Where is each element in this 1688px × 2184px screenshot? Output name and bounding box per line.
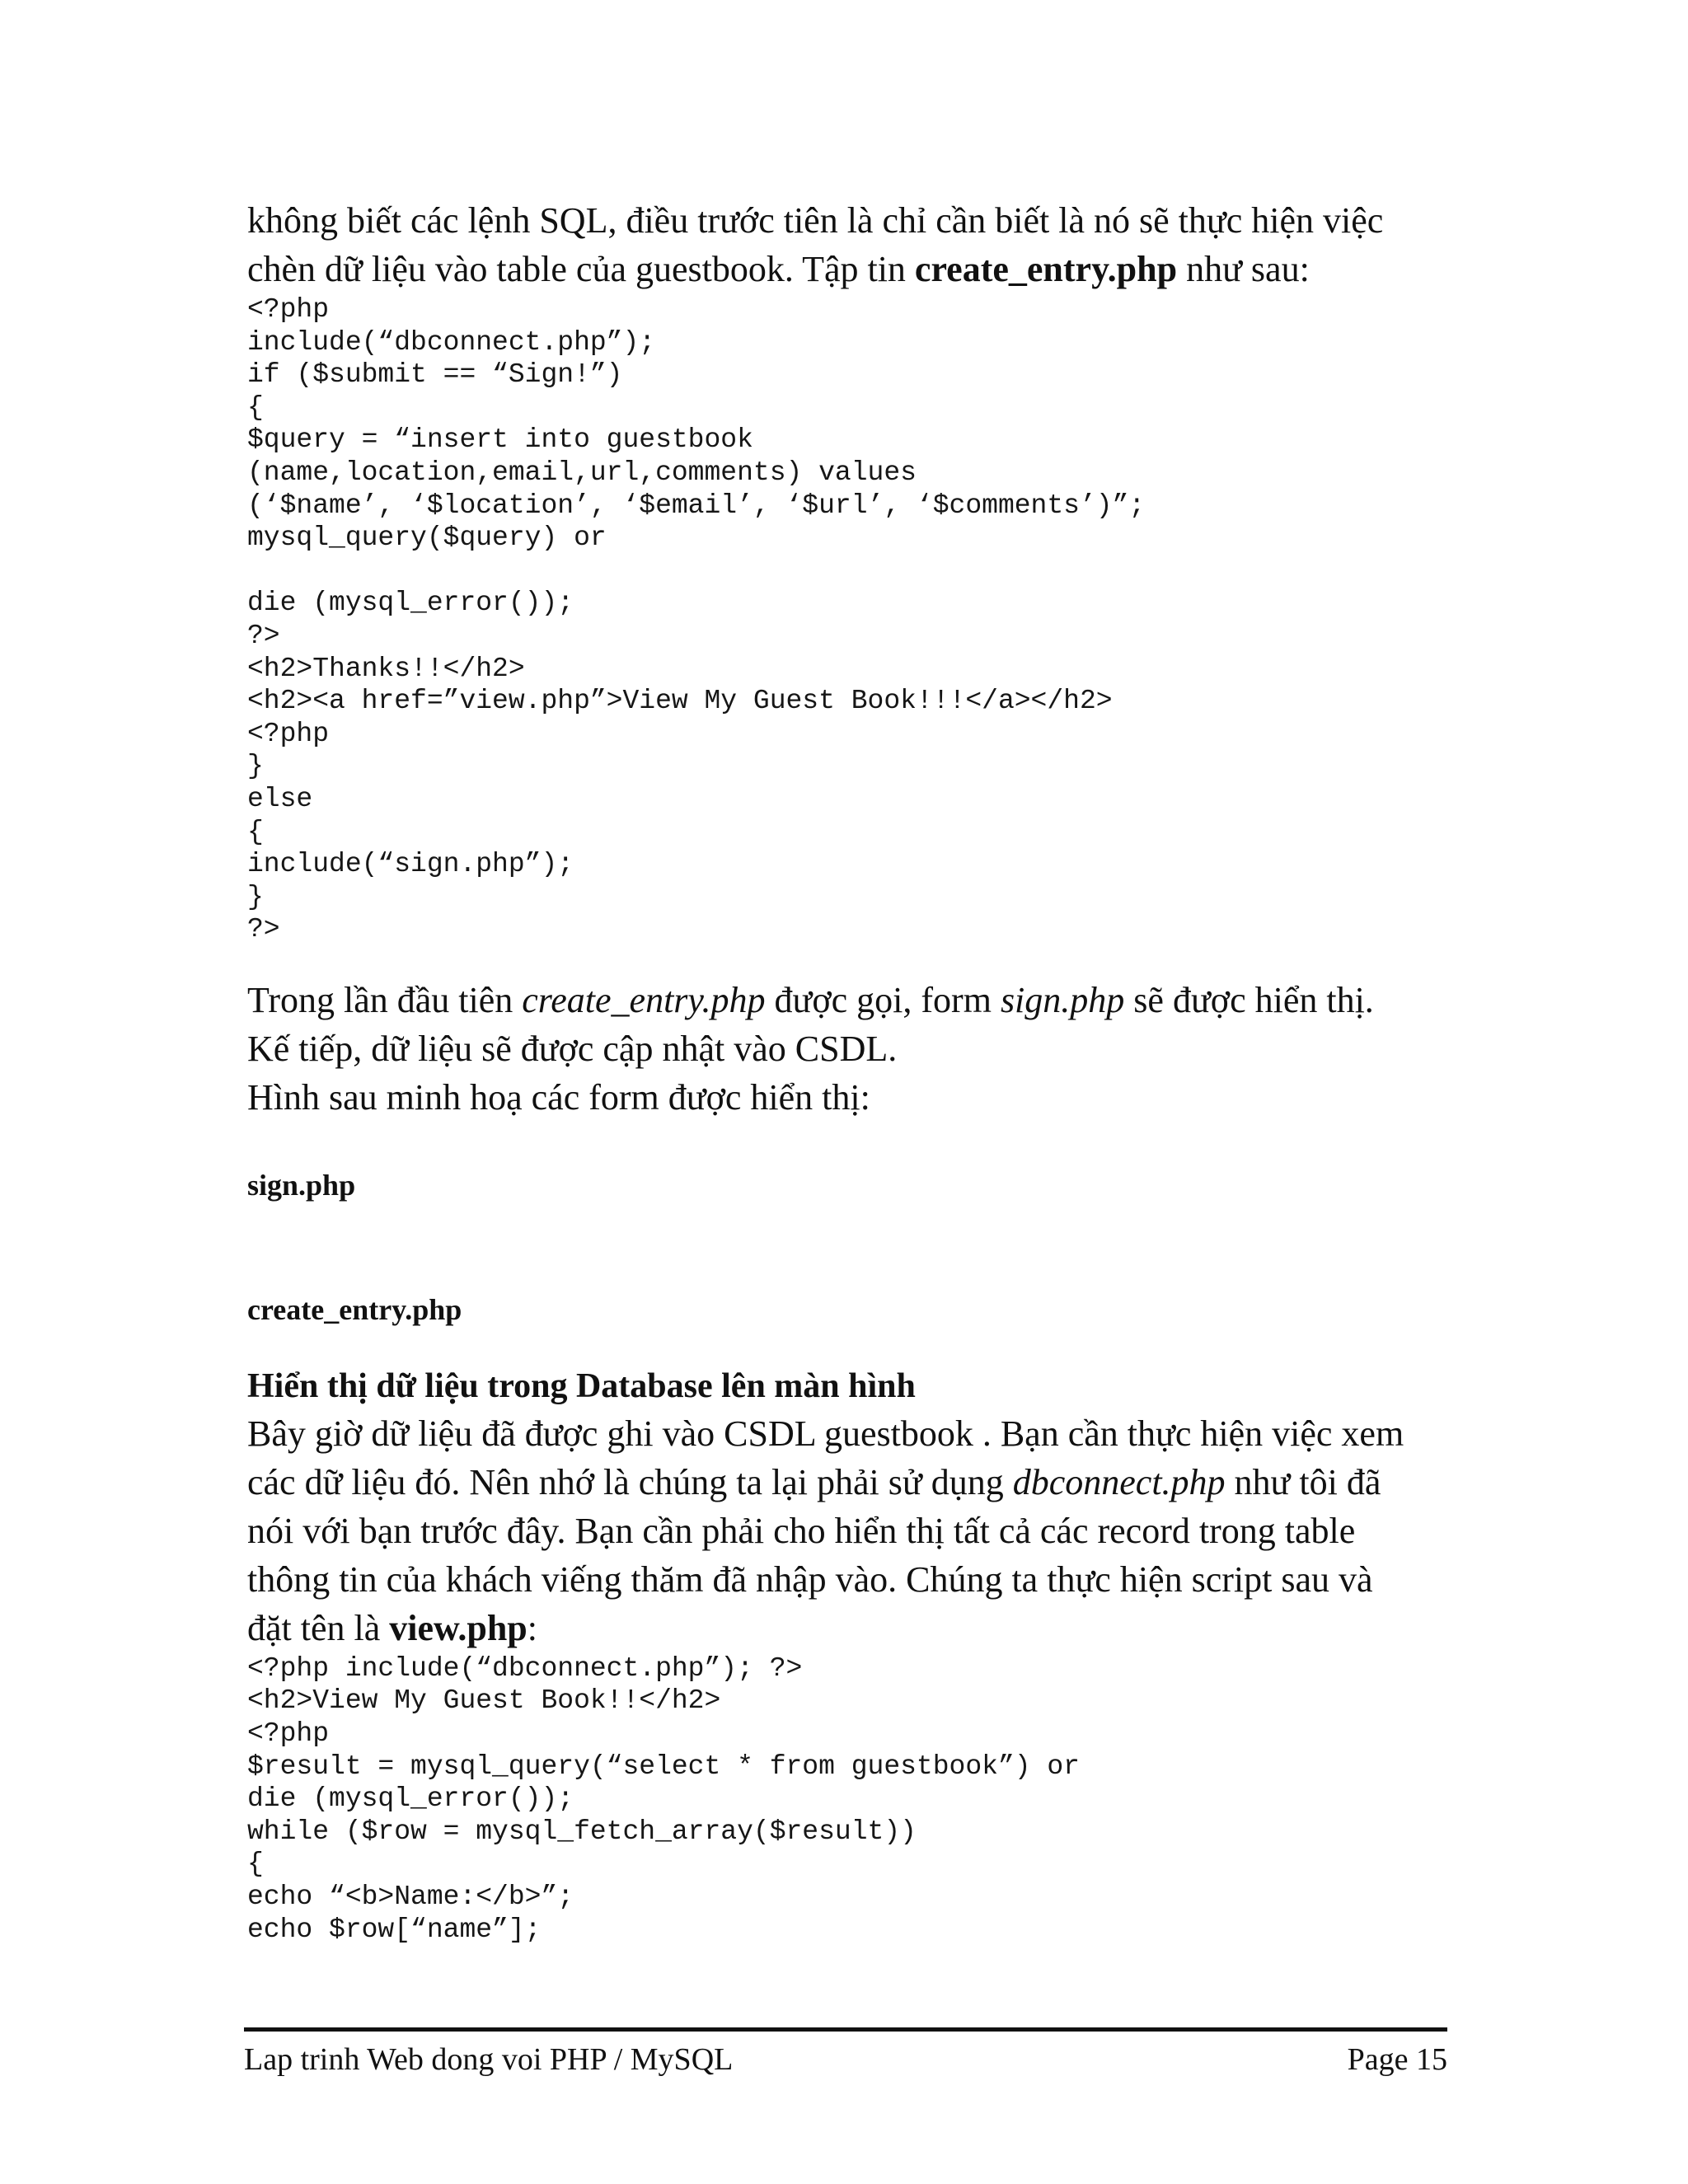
code-block-view <box>247 1652 1444 1946</box>
code-line: } <box>247 881 264 912</box>
filename-bold: create_entry.php <box>914 249 1178 289</box>
code-line: ?> <box>247 620 280 651</box>
text-span: đặt tên là <box>247 1607 390 1648</box>
code-line: } <box>247 751 264 782</box>
text-span: như sau: <box>1177 249 1310 289</box>
paragraph-line: thông tin của khách viếng thăm đã nhập vào. Chúng ta thực hiện script sau và <box>247 1558 1373 1600</box>
code-line: ?> <box>247 914 280 945</box>
code-line: { <box>247 816 264 847</box>
caption-sign-php: sign.php <box>247 1168 356 1202</box>
text-span: như tôi đã <box>1225 1461 1381 1502</box>
footer-title: Lap trinh Web dong voi PHP / MySQL <box>244 2042 734 2077</box>
code-line: (name,location,email,url,comments) values <box>247 457 917 488</box>
page-number: Page 15 <box>1347 2042 1447 2077</box>
paragraph-intro <box>247 196 1444 293</box>
filename-bold: view.php <box>389 1607 528 1648</box>
page-footer <box>244 2027 1447 2078</box>
text-span: chèn dữ liệu vào table của guestbook. Tập tin <box>247 249 915 289</box>
text-span: Trong lần đầu tiên <box>247 979 523 1020</box>
caption-create-entry-php: create_entry.php <box>247 1292 462 1326</box>
section-heading: Hiển thị dữ liệu trong Database lên màn hình <box>247 1366 916 1405</box>
code-line: include(“dbconnect.php”); <box>247 326 656 358</box>
code-line: <h2>View My Guest Book!!</h2> <box>247 1685 721 1717</box>
code-line: mysql_query($query) or <box>247 523 607 554</box>
code-block-create-entry <box>247 293 1444 946</box>
code-line: echo $row[“name”]; <box>247 1914 542 1945</box>
code-line: die (mysql_error()); <box>247 1783 574 1815</box>
code-line: if ($submit == “Sign!”) <box>247 359 623 391</box>
paragraph-forms <box>247 976 1444 1122</box>
code-line: while ($row = mysql_fetch_array($result)) <box>247 1816 917 1847</box>
code-line: <?php <box>247 294 330 325</box>
code-line: <?php include(“dbconnect.php”); ?> <box>247 1652 803 1684</box>
code-line: die (mysql_error()); <box>247 588 574 619</box>
paragraph-line: Hình sau minh hoạ các form được hiển thị: <box>247 1076 870 1118</box>
code-line: include(“sign.php”); <box>247 849 574 880</box>
paragraph-line <box>247 245 1444 293</box>
code-line: <?php <box>247 1718 330 1750</box>
code-line: else <box>247 783 313 814</box>
paragraph-line: Bây giờ dữ liệu đã được ghi vào CSDL guestbook . Bạn cần thực hiện việc xem <box>247 1413 1404 1454</box>
text-span: các dữ liệu đó. Nên nhớ là chúng ta lại phải sử dụng <box>247 1461 1013 1502</box>
paragraph-line: không biết các lệnh SQL, điều trước tiên là chỉ cần biết là nó sẽ thực hiện việc <box>247 200 1384 241</box>
paragraph-view <box>247 1409 1444 1652</box>
code-line: $result = mysql_query(“select * from guestbook”) or <box>247 1750 1080 1782</box>
filename-italic: sign.php <box>1000 979 1125 1020</box>
code-line: (‘$name’, ‘$location’, ‘$email’, ‘$url’, ‘$comments’)”; <box>247 490 1146 521</box>
code-line: echo “<b>Name:</b>”; <box>247 1882 574 1913</box>
paragraph-line <box>247 1604 1444 1652</box>
code-line: <h2>Thanks!!</h2> <box>247 653 525 684</box>
text-span: sẽ được hiển thị. <box>1124 979 1374 1020</box>
paragraph-line: nói với bạn trước đây. Bạn cần phải cho hiển thị tất cả các record trong table <box>247 1510 1356 1551</box>
code-line: $query = “insert into guestbook <box>247 424 753 456</box>
paragraph-line: Kế tiếp, dữ liệu sẽ được cập nhật vào CSDL. <box>247 1028 898 1069</box>
document-page <box>247 196 1444 1946</box>
code-line: { <box>247 391 264 423</box>
code-line: <h2><a href=”view.php”>View My Guest Book!!!</a></h2> <box>247 686 1113 717</box>
filename-italic: dbconnect.php <box>1012 1461 1226 1502</box>
text-span: : <box>527 1607 538 1648</box>
code-line: <?php <box>247 718 330 749</box>
code-line: { <box>247 1849 264 1880</box>
filename-italic: create_entry.php <box>522 979 766 1020</box>
paragraph-line <box>247 1458 1444 1507</box>
text-span: được gọi, form <box>765 979 1001 1020</box>
paragraph-line <box>247 976 1444 1024</box>
